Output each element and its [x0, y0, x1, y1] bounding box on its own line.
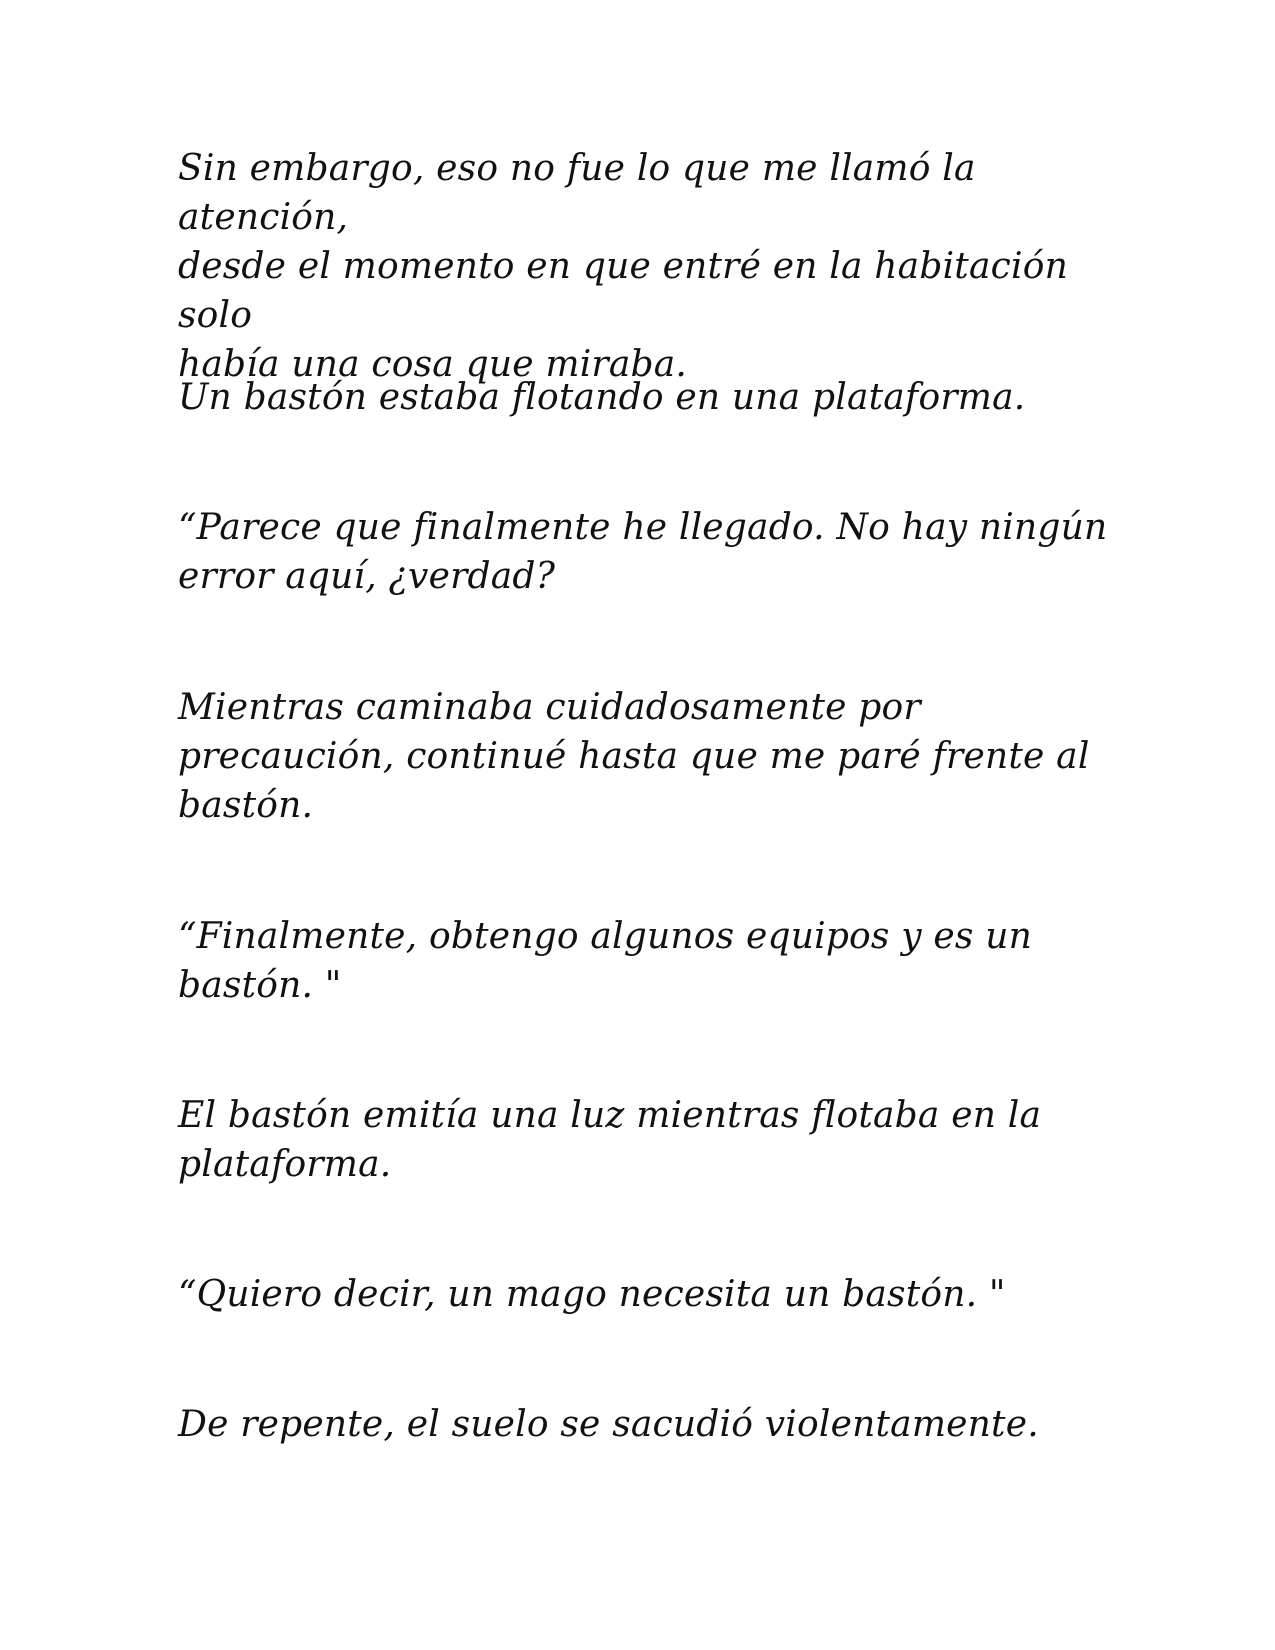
paragraph-4: Mientras caminaba cuidadosamente por precaución, continué hasta que me paré frente al bastón. — [178, 687, 1090, 826]
paragraph-3: “Parece que finalmente he llegado. No hay ningún error aquí, ¿verdad? — [178, 507, 1108, 597]
paragraph-7: “Quiero decir, un mago necesita un bastón. " — [178, 1274, 1006, 1315]
paragraph-2: Un bastón estaba flotando en una plataforma. — [178, 377, 1026, 418]
paragraph-5: “Finalmente, obtengo algunos equipos y es un bastón. " — [178, 916, 1033, 1006]
paragraph-6: El bastón emitía una luz mientras flotaba en la plataforma. — [178, 1095, 1042, 1185]
paragraph-1: Sin embargo, eso no fue lo que me llamó la atención, desde el momento en que entré en la habitación solo había una cosa que miraba. — [178, 148, 1068, 385]
paragraph-8: De repente, el suelo se sacudió violentamente. — [178, 1404, 1039, 1445]
